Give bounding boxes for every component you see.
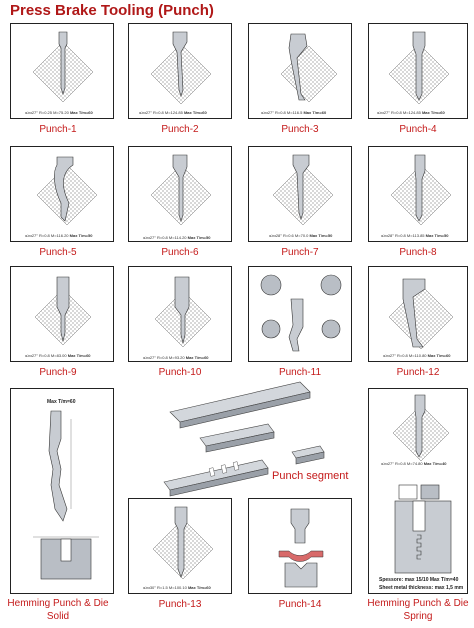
caption-punch-7: Punch-7 — [281, 247, 319, 258]
punch-5-drawing — [11, 147, 115, 243]
caption-punch-6: Punch-6 — [161, 247, 199, 258]
caption-hemming-solid-1: Hemming Punch & Die — [7, 598, 109, 609]
caption-punch-12: Punch-12 — [396, 367, 440, 378]
punch-7-drawing — [249, 147, 353, 243]
punch-4-specs: α≥α27° R=0.8 M=124.85 Max T/m=60 — [377, 110, 445, 115]
hatch-diamond — [281, 46, 337, 102]
caption-punch-10: Punch-10 — [158, 367, 202, 378]
hemming-solid-drawing — [11, 389, 115, 595]
caption-punch-5: Punch-5 — [39, 247, 77, 258]
punch-4-drawing — [369, 24, 469, 120]
punch-9-drawing — [11, 267, 115, 363]
punch-11-drawing — [249, 267, 353, 363]
hemming-spring-note-1: Spessore: max 15/10 Max T/m=40 — [379, 577, 459, 583]
punch-10-specs: α≥α27° R=0.8 M=93.20 Max T/m=60 — [143, 355, 209, 360]
punch-3-specs: α≥α27° R=0.8 M=116.5 Max T/m=60 — [261, 110, 327, 115]
panel-hemming-solid[interactable] — [10, 388, 114, 594]
panel-punch-13[interactable] — [128, 498, 232, 594]
caption-punch-1: Punch-1 — [39, 124, 77, 135]
punch-14-drawing — [249, 499, 353, 595]
punch-9-specs: α≥α27° R=0.8 M=83.00 Max T/m=60 — [25, 353, 91, 358]
panel-punch-5[interactable] — [10, 146, 114, 242]
punch-8-specs: α≥α28° R=0.8 M=113.85 Max T/m=50 — [381, 233, 449, 238]
segment-bar-3 — [292, 446, 324, 464]
hatch-diamond — [389, 285, 453, 349]
segment-bar-2 — [200, 424, 274, 452]
punch-5-specs: α≥α27° R=0.8 M=116.20 Max T/m=50 — [25, 233, 93, 238]
panel-punch-11[interactable] — [248, 266, 352, 362]
caption-punch-3: Punch-3 — [281, 124, 319, 135]
segment-bar-1 — [170, 382, 310, 428]
panel-punch-14[interactable] — [248, 498, 352, 594]
caption-hemming-solid-2: Solid — [46, 611, 70, 622]
punch-segment-caption: Punch segment — [272, 470, 349, 482]
caption-punch-2: Punch-2 — [161, 124, 199, 135]
panel-punch-6[interactable] — [128, 146, 232, 242]
caption-punch-4: Punch-4 — [399, 124, 437, 135]
panel-punch-12[interactable] — [368, 266, 468, 362]
punch-1-specs: α≥α27° R=0.25 M=75.20 Max T/m=60 — [25, 110, 93, 115]
caption-hemming-spring-2: Spring — [403, 611, 433, 622]
panel-punch-7[interactable] — [248, 146, 352, 242]
hatch-diamond — [37, 165, 97, 225]
hemming-spring-specs: α≥α27° R=0.8 M=74.80 Max T/m=40 — [381, 461, 447, 466]
hemming-spring-note-2: Sheet metal thickness: max 1,5 mm — [379, 585, 464, 591]
punch-6-specs: α≥α27° R=0.8 M=114.20 Max T/m=50 — [143, 235, 211, 240]
punch-13-specs: α≥α30° R=1.5 M=100.10 Max T/m=60 — [143, 585, 211, 590]
hemming-solid-max: Max T/m=60 — [47, 399, 76, 405]
hemming-spring-drawing — [369, 389, 469, 595]
segment-bar-4 — [164, 460, 268, 496]
punch-2-specs: α≥α27° R=0.8 M=124.85 Max T/m=60 — [139, 110, 207, 115]
punch-10-drawing — [129, 267, 233, 363]
punch-12-drawing — [369, 267, 469, 363]
panel-punch-9[interactable] — [10, 266, 114, 362]
caption-punch-9: Punch-9 — [39, 367, 77, 378]
page-title: Press Brake Tooling (Punch) — [10, 2, 214, 19]
punch-12-specs: α≥α27° R=0.8 M=110.80 Max T/m=60 — [383, 353, 451, 358]
caption-hemming-spring-1: Hemming Punch & Die — [367, 598, 469, 609]
panel-punch-2[interactable] — [128, 23, 232, 119]
panel-punch-1[interactable] — [10, 23, 114, 119]
punch-6-drawing — [129, 147, 233, 243]
caption-punch-14: Punch-14 — [278, 599, 322, 610]
caption-punch-8: Punch-8 — [399, 247, 437, 258]
panel-punch-4[interactable] — [368, 23, 468, 119]
punch-2-drawing — [129, 24, 233, 120]
caption-punch-13: Punch-13 — [158, 599, 202, 610]
panel-punch-10[interactable] — [128, 266, 232, 362]
punch-3-drawing — [249, 24, 353, 120]
punch-8-drawing — [369, 147, 469, 243]
caption-punch-11: Punch-11 — [278, 367, 322, 378]
panel-punch-3[interactable] — [248, 23, 352, 119]
punch-1-drawing — [11, 24, 115, 120]
punch-7-specs: α≥α28° R=0.6 M=70.0 Max T/m=50 — [269, 233, 333, 238]
panel-punch-8[interactable] — [368, 146, 468, 242]
punch-13-drawing — [129, 499, 233, 595]
panel-hemming-spring[interactable] — [368, 388, 468, 594]
